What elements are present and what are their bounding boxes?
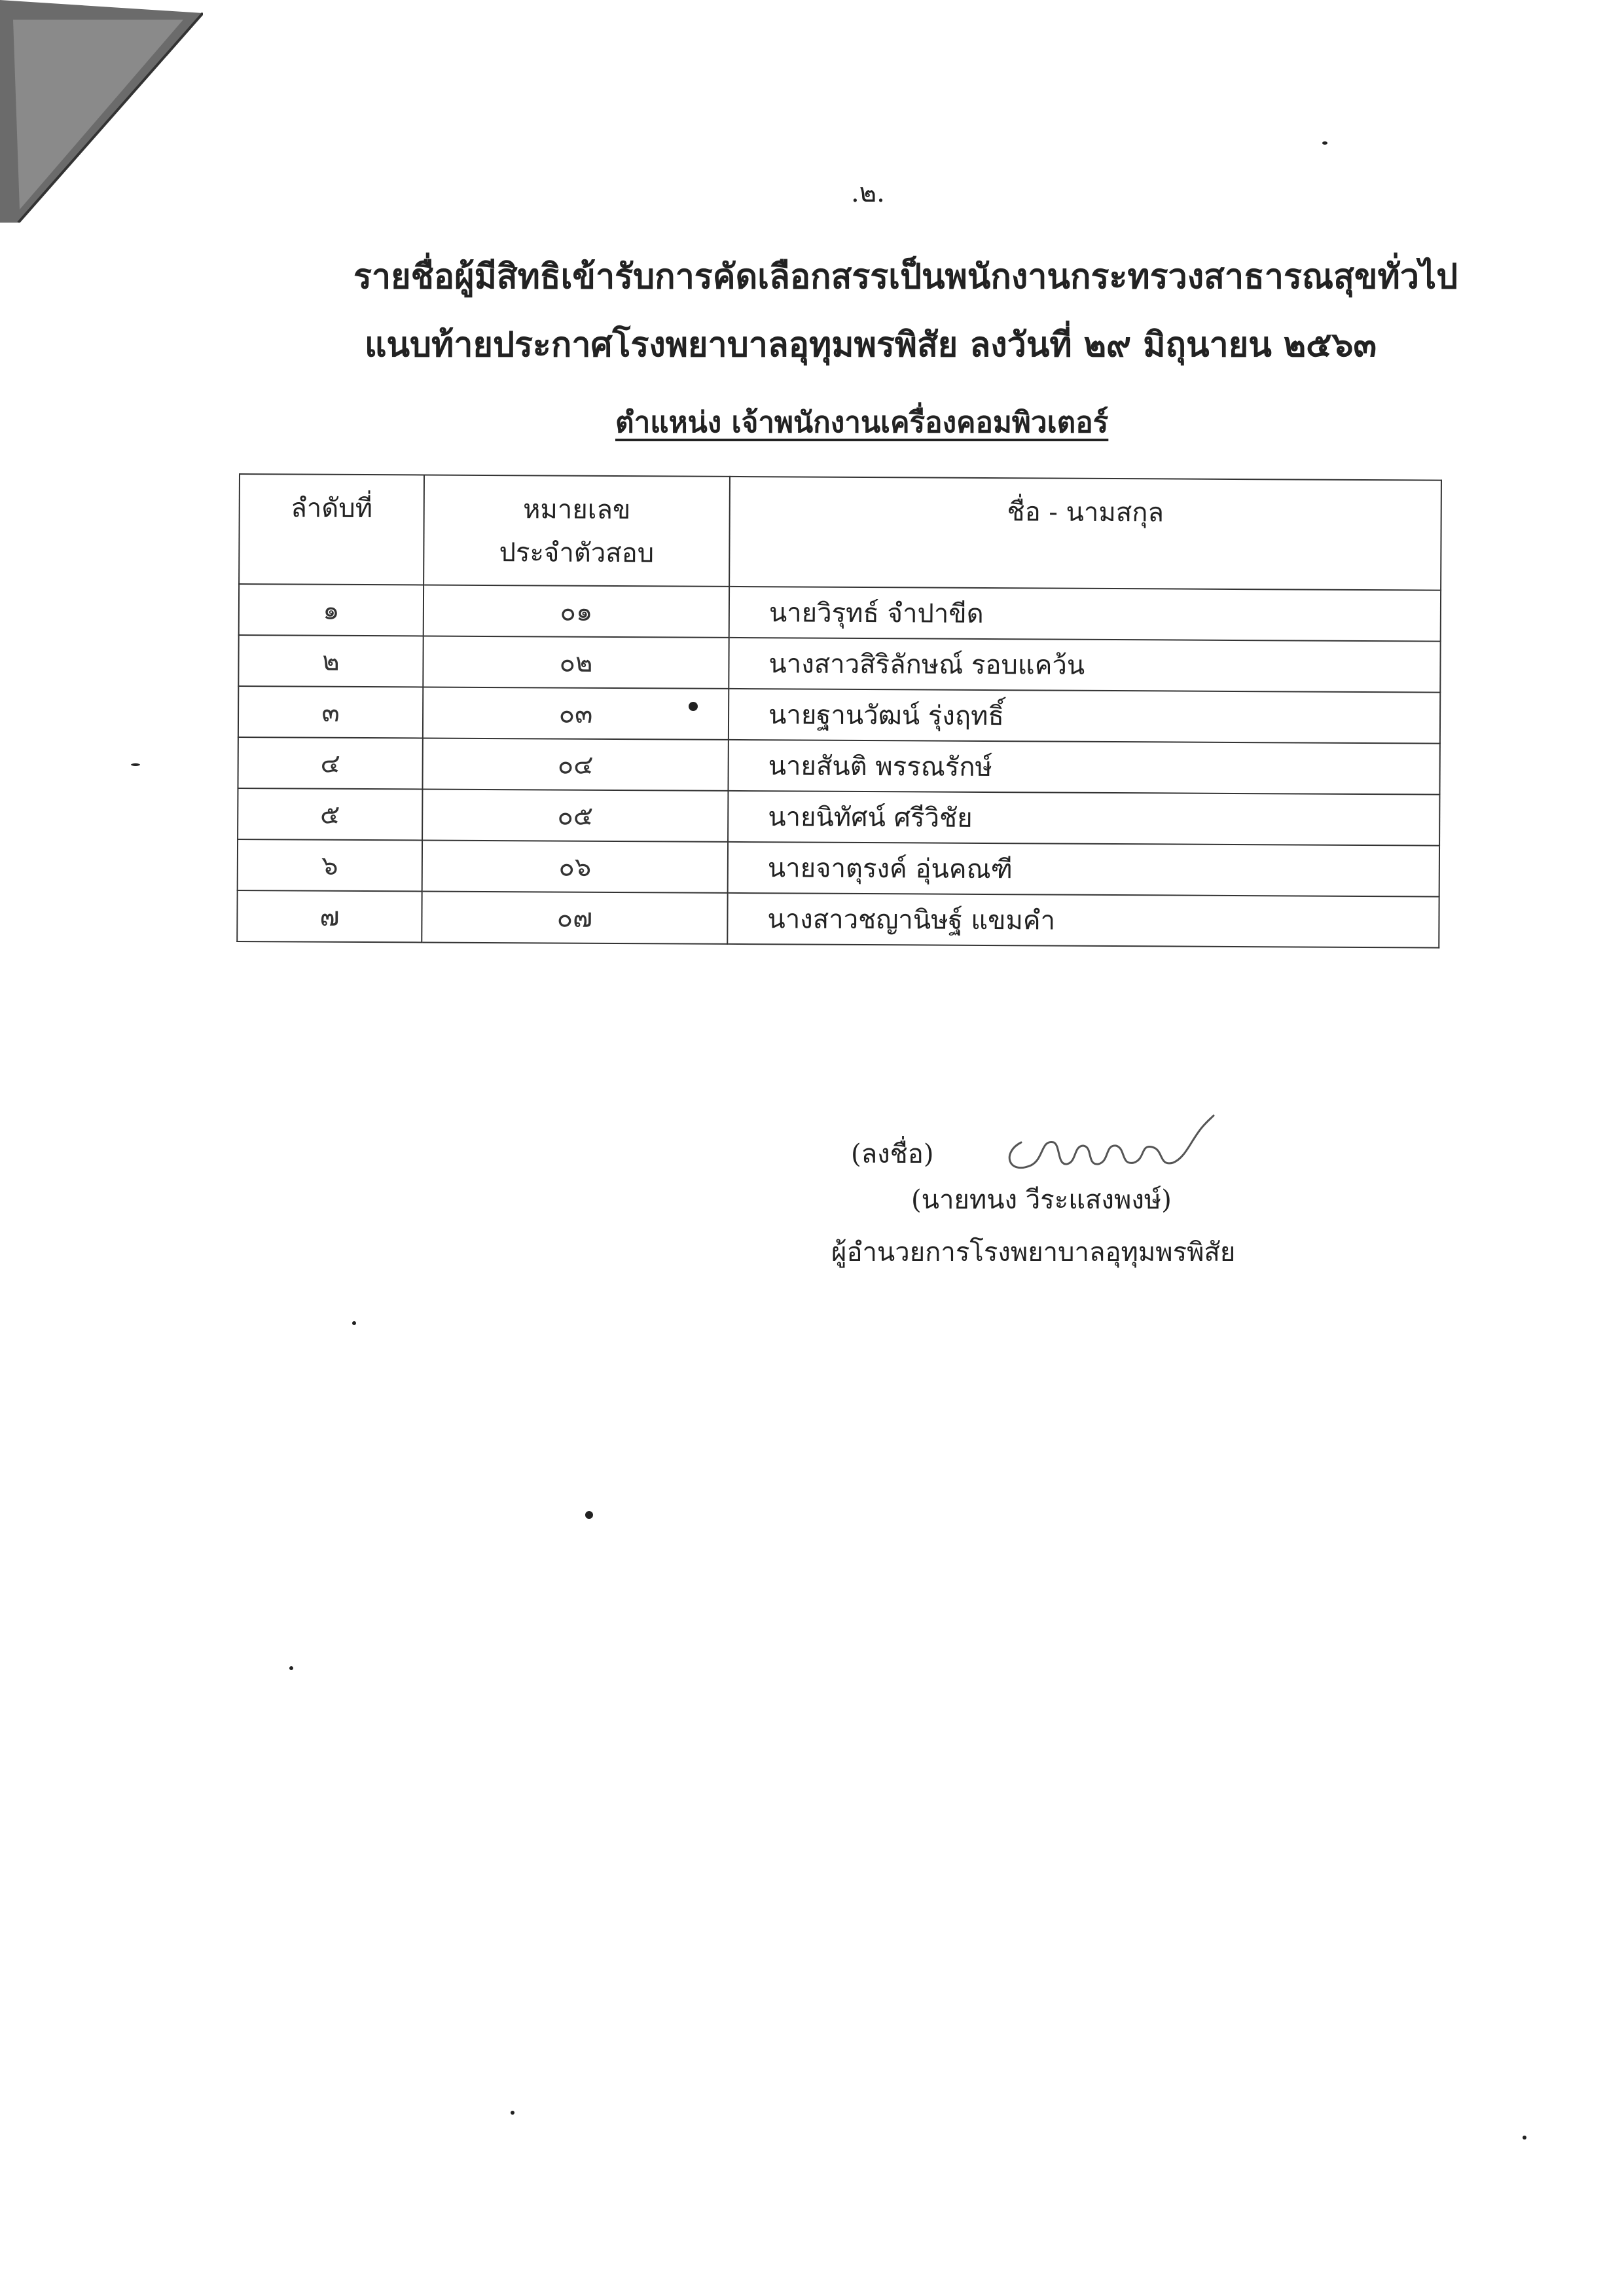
handwritten-signature xyxy=(995,1113,1237,1185)
folded-corner xyxy=(0,0,203,223)
table-row xyxy=(238,737,1439,795)
row-sequence: ๖ xyxy=(238,839,422,891)
scan-speck xyxy=(1322,141,1327,145)
row-sequence: ๕ xyxy=(238,788,422,840)
header-sequence: ลำดับที่ xyxy=(239,474,424,585)
row-exam-id: ๐๑ xyxy=(424,585,729,637)
table-header-row xyxy=(239,474,1441,591)
signer-title: ผู้อำนวยการโรงพยาบาลอุทุมพรพิสัย xyxy=(831,1237,1236,1267)
row-sequence: ๒ xyxy=(238,635,423,687)
scan-speck xyxy=(131,763,140,766)
row-sequence: ๗ xyxy=(237,890,422,942)
header-exam-id-line-2: ประจำตัวสอบ xyxy=(499,538,655,569)
scan-speck xyxy=(1523,2136,1526,2140)
scan-speck xyxy=(289,1666,293,1670)
page-number: .๒. xyxy=(851,178,885,208)
table-row xyxy=(238,635,1440,693)
row-exam-id: ๐๒ xyxy=(423,636,729,688)
table-row xyxy=(237,890,1439,948)
row-exam-id: ๐๓ xyxy=(423,687,729,739)
scan-speck xyxy=(511,2111,514,2115)
scan-speck xyxy=(352,1321,356,1325)
row-sequence: ๑ xyxy=(239,584,424,636)
applicant-table xyxy=(236,473,1442,949)
row-full-name: นายนิทัศน์ ศรีวิชัย xyxy=(728,791,1439,846)
header-full-name: ชื่อ - นามสกุล xyxy=(729,477,1441,591)
row-exam-id: ๐๗ xyxy=(422,891,727,943)
signer-name: (นายทนง วีระแสงพงษ์) xyxy=(911,1185,1172,1215)
row-sequence: ๔ xyxy=(238,737,422,789)
signature-label: (ลงชื่อ) xyxy=(851,1139,934,1169)
row-full-name: นายจาตุรงค์ อุ่นคณฑี xyxy=(728,842,1439,897)
table-row xyxy=(239,584,1441,642)
row-sequence: ๓ xyxy=(238,686,423,738)
row-full-name: นายสันติ พรรณรักษ์ xyxy=(728,740,1439,795)
row-exam-id: ๐๕ xyxy=(422,789,728,841)
row-exam-id: ๐๖ xyxy=(422,840,728,892)
header-exam-id-line-1: หมายเลข xyxy=(523,494,631,526)
table-row xyxy=(238,788,1439,846)
scan-speck xyxy=(585,1511,593,1519)
table-row xyxy=(238,686,1440,744)
scan-speck xyxy=(689,702,698,711)
table-row xyxy=(238,839,1439,897)
row-exam-id: ๐๔ xyxy=(422,738,728,790)
position-heading: ตำแหน่ง เจ้าพนักงานเครื่องคอมพิวเตอร์ xyxy=(615,406,1109,439)
document-title-line-1: รายชื่อผู้มีสิทธิเข้ารับการคัดเลือกสรรเป็นพนักงานกระทรวงสาธารณสุขทั่วไป xyxy=(353,257,1458,297)
row-full-name: นายฐานวัฒน์ รุ่งฤทธิ์ xyxy=(729,689,1440,744)
header-exam-id xyxy=(424,475,730,586)
document-title-line-2: แนบท้ายประกาศโรงพยาบาลอุทุมพรพิสัย ลงวันที่ ๒๙ มิถุนายน ๒๕๖๓ xyxy=(364,325,1377,365)
row-full-name: นายวิรุทธ์ จำปาขีด xyxy=(729,587,1441,642)
row-full-name: นางสาวชญานิษฐ์ แขมคำ xyxy=(727,893,1439,948)
row-full-name: นางสาวสิริลักษณ์ รอบแคว้น xyxy=(729,638,1440,693)
